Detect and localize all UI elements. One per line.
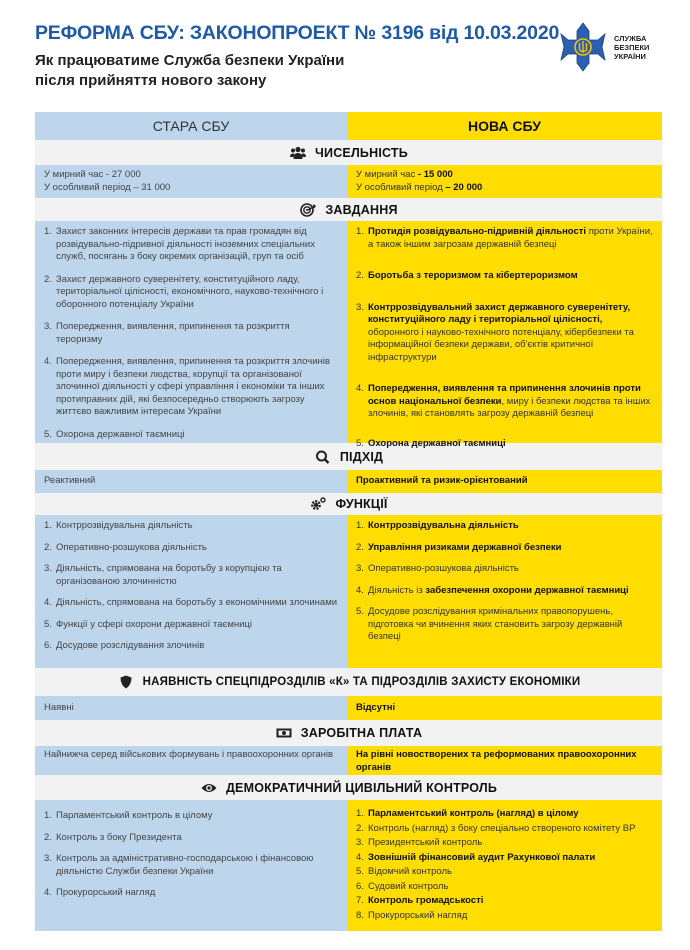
comparison-table	[35, 112, 662, 931]
list-item: 2. Управління ризиками державної безпеки	[356, 541, 562, 553]
headcount-old: У мирний час - 27 000 У особливий період – 31 000	[35, 165, 347, 198]
list-item: 5. Досудове розслідування кримінальних правопорушень, підготовка чи вчинення яких становить загрозу державній безпеці	[356, 606, 623, 642]
special-units-row	[35, 696, 662, 720]
list-item: 5. Охорона державної таємниці	[356, 437, 506, 449]
list-item: 3. Контррозвідувальний захист державного суверенітету, конституційного ладу і територіальної цілісності, оборонного і науково-технічного потенціалу, кібербезпеки та інформаційної безпеки держави, об'єктів критичної інфраструктури	[356, 301, 634, 363]
subtitle-line-2: після прийняття нового закону	[35, 72, 267, 89]
page-title: РЕФОРМА СБУ: ЗАКОНОПРОЕКТ № 3196 від 10.03.2020	[35, 22, 560, 44]
salary-new: На рівні новостворених та реформованих правоохоронних органів	[347, 746, 662, 775]
list-item: 7. Контроль громадськості	[356, 895, 484, 906]
tasks-row	[35, 221, 662, 449]
list-item: 3. Оперативно-розшукова діяльність	[356, 563, 519, 574]
list-item: 1. Захист законних інтересів держави та прав громадян від розвідувально-підривної діяльності іноземних спеціальних служб, посягань з боку окремих організацій, груп та осіб	[44, 226, 315, 262]
list-item: 4. Попередження, виявлення, припинення та розкриття злочинів проти миру і безпеки людства, корупції та організованої злочинної діяльності у сфері управління і економіки та інших протиправних дій, які безпосередньо створюють загрозу життєво важливим інтересам України	[44, 356, 330, 417]
list-item: 4. Зовнішній фінансовий аудит Рахункової палати	[356, 851, 596, 863]
subtitle-line-1: Як працюватиме Служба безпеки України	[35, 52, 345, 69]
list-item: 2. Захист державного суверенітету, конституційного ладу, територіальної цілісності, економічного, науково-технічного і оборонного потенціалу України	[44, 273, 324, 310]
column-new-sbu: НОВА СБУ	[347, 112, 662, 140]
column-headers	[35, 112, 662, 140]
section-approach: ПІДХІД	[35, 443, 662, 470]
list-item: 1. Парламентський контроль (нагляд) в цілому	[356, 808, 579, 819]
section-special-units: НАЯВНІСТЬ СПЕЦПІДРОЗДІЛІВ «К» ТА ПІДРОЗДІЛІВ ЗАХИСТУ ЕКОНОМІКИ	[35, 668, 662, 696]
list-item: 5. Функції у сфері охорони державної таємниці	[44, 618, 252, 630]
list-item: 1. Парламентський контроль в цілому	[44, 810, 213, 821]
approach-row	[35, 470, 662, 493]
special-units-new: Відсутні	[347, 696, 662, 720]
list-item: 3. Контроль за адміністративно-господарською і фінансовою діяльністю Служби безпеки України	[44, 853, 314, 877]
list-item: 6. Судовий контроль	[356, 880, 449, 892]
section-civil-control: ДЕМОКРАТИЧНИЙ ЦИВІЛЬНИЙ КОНТРОЛЬ	[35, 775, 662, 800]
list-item: 2. Контроль (нагляд) з боку спеціально створеного комітету ВР	[356, 822, 636, 834]
section-salary: ЗАРОБІТНА ПЛАТА	[35, 720, 662, 746]
tasks-old	[35, 221, 347, 443]
sbu-cross-emblem-icon	[560, 22, 606, 72]
logo-text: СЛУЖБА БЕЗПЕКИ УКРАЇНИ	[614, 33, 650, 61]
special-units-old: Наявні	[35, 696, 347, 720]
list-item: 8. Прокурорський нагляд	[356, 909, 468, 921]
approach-new: Проактивний та ризик-орієнтований	[347, 470, 662, 493]
banknote-icon	[275, 726, 293, 740]
section-tasks: ЗАВДАННЯ	[35, 198, 662, 221]
civil-control-new	[347, 800, 662, 931]
gears-icon	[309, 497, 327, 511]
section-functions: ФУНКЦІЇ	[35, 493, 662, 515]
list-item: 1. Протидія розвідувально-підривній діяльності проти України, а також іншим загрозам державній безпеці	[356, 226, 653, 250]
list-item: 2. Оперативно-розшукова діяльність	[44, 541, 207, 553]
page-subtitle	[35, 51, 555, 91]
list-item: 3. Діяльність, спрямована на боротьбу з корупцією та організованою злочинністю	[44, 563, 282, 587]
civil-control-row	[35, 800, 662, 931]
list-item: 4. Попередження, виявлення та припинення злочинів проти основ національної безпеки, миру і безпеки людства та інших злочинів, які становлять загрозу державній безпеці	[356, 383, 651, 419]
target-icon	[299, 203, 317, 217]
functions-row	[35, 515, 662, 668]
functions-old	[35, 515, 347, 668]
salary-old: Найнижча серед військових формувань і правоохоронних органів	[35, 746, 347, 775]
list-item: 2. Контроль з боку Президента	[44, 831, 182, 843]
list-item: 6. Досудове розслідування злочинів	[44, 640, 205, 651]
list-item: 3. Попередження, виявлення, припинення та розкриття тероризму	[44, 321, 290, 345]
list-item: 1. Контррозвідувальна діяльність	[356, 520, 519, 531]
list-item: 5. Відомчий контроль	[356, 866, 453, 877]
magnifier-search-icon	[314, 450, 332, 464]
eye-icon	[200, 781, 218, 795]
list-item: 4. Діяльність, спрямована на боротьбу з економічними злочинами	[44, 597, 338, 608]
section-headcount: ЧИСЕЛЬНІСТЬ	[35, 140, 662, 165]
headcount-new: У мирний час - 15 000 У особливий період – 20 000	[347, 165, 662, 198]
list-item: 2. Боротьба з тероризмом та кібертероризмом	[356, 270, 578, 281]
list-item: 5. Охорона державної таємниці	[44, 428, 185, 440]
list-item: 4. Діяльність із забезпечення охорони державної таємниці	[356, 584, 629, 596]
page-header	[35, 22, 560, 91]
functions-new	[347, 515, 662, 668]
salary-row	[35, 746, 662, 775]
approach-old: Реактивний	[35, 470, 347, 493]
tasks-new	[347, 221, 662, 449]
civil-control-old	[35, 800, 347, 931]
shield-icon	[117, 675, 135, 689]
column-old-sbu: СТАРА СБУ	[35, 112, 347, 140]
people-group-icon	[289, 146, 307, 160]
list-item: 1. Контррозвідувальна діяльність	[44, 520, 193, 531]
list-item: 3. Президентський контроль	[356, 837, 483, 848]
headcount-row	[35, 165, 662, 198]
sbu-logo	[560, 22, 670, 72]
list-item: 4. Прокурорський нагляд	[44, 887, 156, 898]
